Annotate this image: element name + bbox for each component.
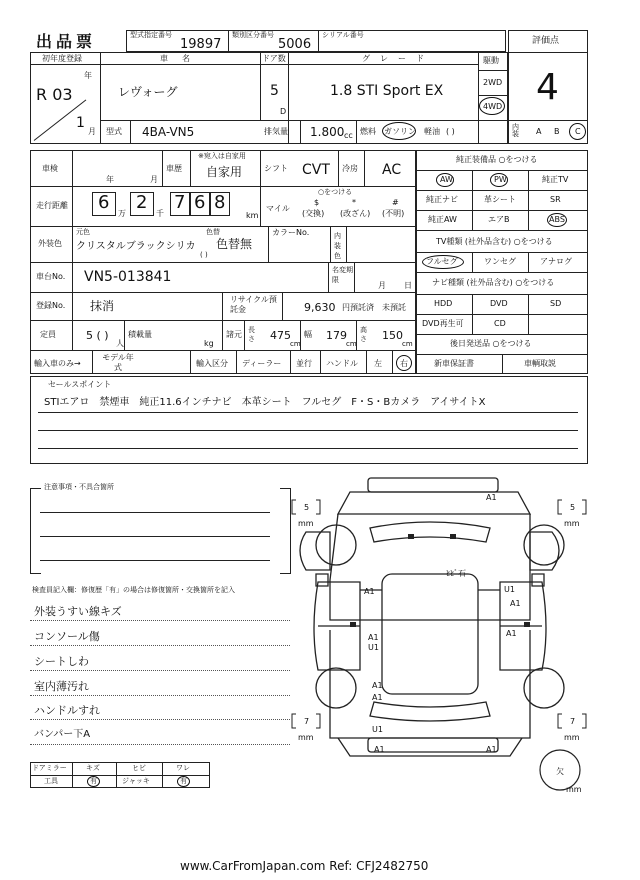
navi-cd: CD (494, 319, 506, 328)
import-label: 輸入車のみ→ (34, 359, 81, 368)
spare-unit: mm (566, 785, 582, 794)
odo-digit-5: 8 (214, 192, 226, 213)
navi-dvd: DVD (490, 299, 508, 308)
tread-fr-value: 5 (570, 503, 576, 512)
displacement-value: 1.800 (310, 125, 345, 139)
odo-digit-4: 6 (194, 192, 206, 213)
height-label: 高さ (360, 326, 367, 343)
mark-windshield: ﾋﾋﾞ石 (446, 569, 466, 578)
note-2: コンソール傷 (34, 630, 100, 643)
height-unit: cm (402, 340, 413, 348)
car-damage-diagram (290, 470, 590, 820)
capacity-value: 5 ( ) (86, 329, 109, 342)
recycle-unit: 円預託済 (342, 303, 374, 312)
mark-rear-bumper-a: A1 (374, 745, 385, 754)
fuel-label: 燃料 (360, 127, 376, 136)
import-div-label: 輸入区分 (196, 359, 228, 368)
interior-c: C (575, 127, 581, 136)
chassis-value: VN5-013841 (84, 269, 172, 285)
mark-left-front: A1 (364, 587, 375, 596)
ac-label: 冷房 (342, 164, 358, 173)
tread-rr-value: 7 (570, 717, 576, 726)
model-value: 4BA-VN5 (142, 125, 195, 139)
later-manual: 車輌取説 (524, 359, 556, 368)
mark-rear-quarter-2: A1 (372, 693, 383, 702)
inspection-month-unit: 月 (150, 175, 158, 184)
interior-c-circle (569, 123, 586, 140)
class-no-label: 類別区分番号 (232, 31, 274, 39)
equip-pw-circle (490, 173, 508, 187)
legend-h3: ヒビ (132, 764, 146, 772)
drive-4wd: 4WD (483, 102, 503, 111)
navi-hdd: HDD (434, 299, 453, 308)
color-label: 外装色 (38, 239, 62, 248)
later-title: 後日発送品 ○をつける (450, 339, 532, 348)
odo-digit-2: 2 (136, 192, 148, 213)
equip-aw: AW (440, 175, 453, 184)
legend-r4: 有 (180, 777, 187, 785)
import-dealer: ディーラー (242, 359, 282, 368)
equip-aw-circle (436, 173, 454, 187)
type-no-label: 型式指定番号 (130, 31, 172, 39)
load-label: 積載量 (128, 330, 152, 339)
mark-rear-bumper-r: A1 (486, 745, 497, 754)
tread-rl-value: 7 (304, 717, 310, 726)
legend-h2: キズ (86, 764, 100, 772)
note-1: 外装うすい線キズ (34, 605, 122, 618)
mark-right-front-u: U1 (504, 585, 515, 594)
tv-fullseg-circle (422, 255, 464, 269)
class-no: 5006 (278, 37, 312, 52)
color-change-label: 色替 (206, 228, 220, 236)
mark-left-rear-u: U1 (368, 643, 379, 652)
dims-label: 諸元 (226, 330, 242, 339)
exchange-label: (交換) (302, 209, 325, 218)
capacity-label: 定員 (40, 330, 56, 339)
color-no-label: カラーNo. (272, 228, 310, 237)
orig-color: クリスタルブラックシリカ (76, 241, 196, 252)
mark-rear-quarter: A1 (372, 681, 383, 690)
mileage-label: 走行距離 (36, 201, 68, 210)
grade-value: 1.8 STI Sport EX (330, 83, 444, 99)
reg-label: 登録No. (36, 301, 66, 310)
tv-title: TV種類 (社外品含む) ○をつける (436, 237, 553, 246)
equip-leather: 革シート (484, 195, 516, 204)
length-unit: cm (290, 340, 301, 348)
ac-value: AC (382, 162, 402, 178)
interior-color-label: 内装色 (334, 232, 341, 260)
tread-rr-unit: mm (564, 733, 580, 742)
height-value: 150 (382, 329, 403, 342)
interior-a: A (536, 127, 542, 136)
load-unit: kg (204, 339, 214, 348)
handle-label: ハンドル (326, 359, 358, 368)
mark-rear-bumper-u: U1 (372, 725, 383, 734)
legend-h1: ドアミラー (32, 764, 67, 772)
mark-right-rear: A1 (506, 629, 517, 638)
mark-front-bumper: A1 (486, 493, 497, 502)
navi-dvd-play: DVD再生可 (422, 319, 464, 328)
notes-title: 注意事項・不具合箇所 (44, 483, 114, 491)
first-reg-month-unit: 月 (88, 127, 96, 136)
tread-fl-value: 5 (304, 503, 310, 512)
width-label: 幅 (304, 330, 312, 339)
width-unit: cm (346, 340, 357, 348)
length-label: 長さ (248, 326, 255, 343)
displacement-label: 排気量 (264, 127, 288, 136)
equip-tv: 純正TV (542, 175, 569, 184)
tread-rl-unit: mm (298, 733, 314, 742)
width-value: 179 (326, 329, 347, 342)
odo-km-unit: km (246, 211, 259, 220)
capacity-unit: 人 (116, 339, 124, 348)
name-change-month: 月 (378, 281, 386, 290)
usage-label: 車歴 (166, 164, 182, 173)
doors-label: ドア数 (262, 54, 286, 63)
navi-sd: SD (550, 299, 562, 308)
tamper-sym: * (352, 198, 356, 207)
first-reg-label: 初年度登録 (42, 54, 82, 63)
equip-pw: PW (494, 175, 507, 184)
odo-man-unit: 万 (118, 209, 126, 218)
equip-abs: ABS (549, 215, 565, 224)
recycle-unpaid: 未預託 (382, 303, 406, 312)
legend-r1: 工具 (44, 777, 58, 785)
unknown-label: (不明) (382, 209, 405, 218)
navi-title: ナビ種類 (社外品含む) ○をつける (432, 278, 555, 287)
note-5: ハンドルすれ (34, 704, 100, 717)
legend-r3: ジャッキ (122, 777, 150, 785)
handle-right-circle (396, 355, 412, 371)
tv-fullseg: フルセグ (426, 257, 458, 266)
fuel-diesel: 軽油 (424, 127, 440, 136)
inspection-label: 車検 (42, 164, 58, 173)
equip-sr: SR (550, 195, 561, 204)
doors-value: 5 (270, 83, 279, 99)
mark-spare: 欠 (556, 767, 564, 776)
first-reg-month: 1 (76, 115, 85, 131)
tread-fl-unit: mm (298, 519, 314, 528)
displacement-unit: cc (344, 131, 353, 140)
legend-jack-circle (177, 776, 190, 787)
equip-abs-circle (547, 213, 567, 227)
notes-bracket-left (30, 488, 41, 574)
inspection-year-unit: 年 (106, 175, 114, 184)
footer-ref: www.CarFromJapan.com Ref: CFJ2482750 (180, 859, 429, 873)
equip-airbag: エアB (488, 215, 510, 224)
fuel-gasoline-circle (382, 122, 416, 140)
tv-analog: アナログ (540, 257, 572, 266)
orig-color-label: 元色 (76, 228, 90, 236)
odo-digit-1: 6 (98, 192, 110, 213)
equip-genuine-aw: 純正AW (428, 215, 457, 224)
note-4: 室内薄汚れ (34, 680, 89, 693)
car-name-label: 車名 (160, 54, 204, 63)
name-change-day: 日 (404, 281, 412, 290)
drive-2wd: 2WD (483, 78, 503, 87)
mileage-unit-note: ○をつける (318, 188, 353, 196)
interior-b: B (554, 127, 560, 136)
chassis-label: 車台No. (36, 272, 66, 281)
odo-sen-unit: 千 (156, 209, 164, 218)
shift-value: CVT (302, 162, 330, 178)
type-no: 19897 (180, 37, 222, 52)
legend-tools-circle (87, 776, 100, 787)
legend-r2: 有 (90, 777, 97, 785)
fuel-extra: ( ) (446, 127, 455, 136)
tamper-label: (改ざん) (340, 209, 371, 218)
unknown-sym: # (392, 198, 399, 207)
serial-label: シリアル番号 (322, 31, 364, 39)
model-label: 型式 (106, 127, 122, 136)
handle-left: 左 (374, 359, 382, 368)
shift-label: シフト (264, 164, 288, 173)
legend-h4: ワレ (176, 764, 190, 772)
doors-suffix: D (280, 107, 287, 116)
equipment-title: 純正装備品 ○をつける (456, 155, 538, 164)
fuel-gasoline: ガソリン (384, 127, 416, 136)
sheet-title: 出品票 (36, 32, 97, 51)
handle-right: 右 (400, 359, 408, 368)
length-value: 475 (270, 329, 291, 342)
score-label: 評価点 (532, 36, 560, 46)
mile-label: マイル (266, 204, 290, 213)
usage-note: ※宛入は自家用 (198, 152, 246, 160)
import-parallel: 並行 (296, 359, 312, 368)
equip-navi: 純正ナビ (426, 195, 458, 204)
sales-label: セールスポイント (48, 380, 112, 389)
usage-value: 自家用 (206, 165, 243, 179)
reg-value: 抹消 (90, 299, 115, 313)
model-year-label: モデル年式 (102, 353, 134, 372)
inspector-title: 検査員記入欄：修復歴「有」の場合は修復箇所・交換箇所を記入 (32, 586, 235, 594)
odo-digit-3: 7 (174, 192, 186, 213)
mark-right-front-a: A1 (510, 599, 521, 608)
name-change-label: 名変期限 (332, 266, 353, 284)
note-3: シートしわ (34, 655, 89, 668)
drive-4wd-circle (479, 97, 505, 115)
exchange-sym: $ (314, 198, 320, 207)
drive-label: 駆動 (483, 56, 499, 65)
first-reg-year-unit: 年 (84, 71, 92, 80)
recycle-label: リサイクル預託金 (230, 295, 277, 314)
first-reg-era: R 03 (36, 85, 73, 104)
tread-fr-unit: mm (564, 519, 580, 528)
car-name: レヴォーグ (118, 85, 178, 99)
sales-point-box (30, 376, 588, 464)
color-paren: ( ) (200, 251, 208, 259)
score-value: 4 (536, 67, 559, 108)
note-6: バンパー下A (34, 729, 91, 740)
recycle-value: 9,630 (304, 301, 336, 314)
later-warranty: 新車保証書 (434, 359, 474, 368)
grade-label: グレード (362, 54, 434, 63)
color-change: 色替無 (216, 237, 253, 251)
interior-label: 内装 (512, 123, 519, 138)
mark-left-rear-a: A1 (368, 633, 379, 642)
tv-oneseg: ワンセグ (484, 257, 516, 266)
sales-text: STIエアロ 禁煙車 純正11.6インチナビ 本革シート フルセグ F・S・Bカメラ アイサイトX (44, 397, 486, 408)
